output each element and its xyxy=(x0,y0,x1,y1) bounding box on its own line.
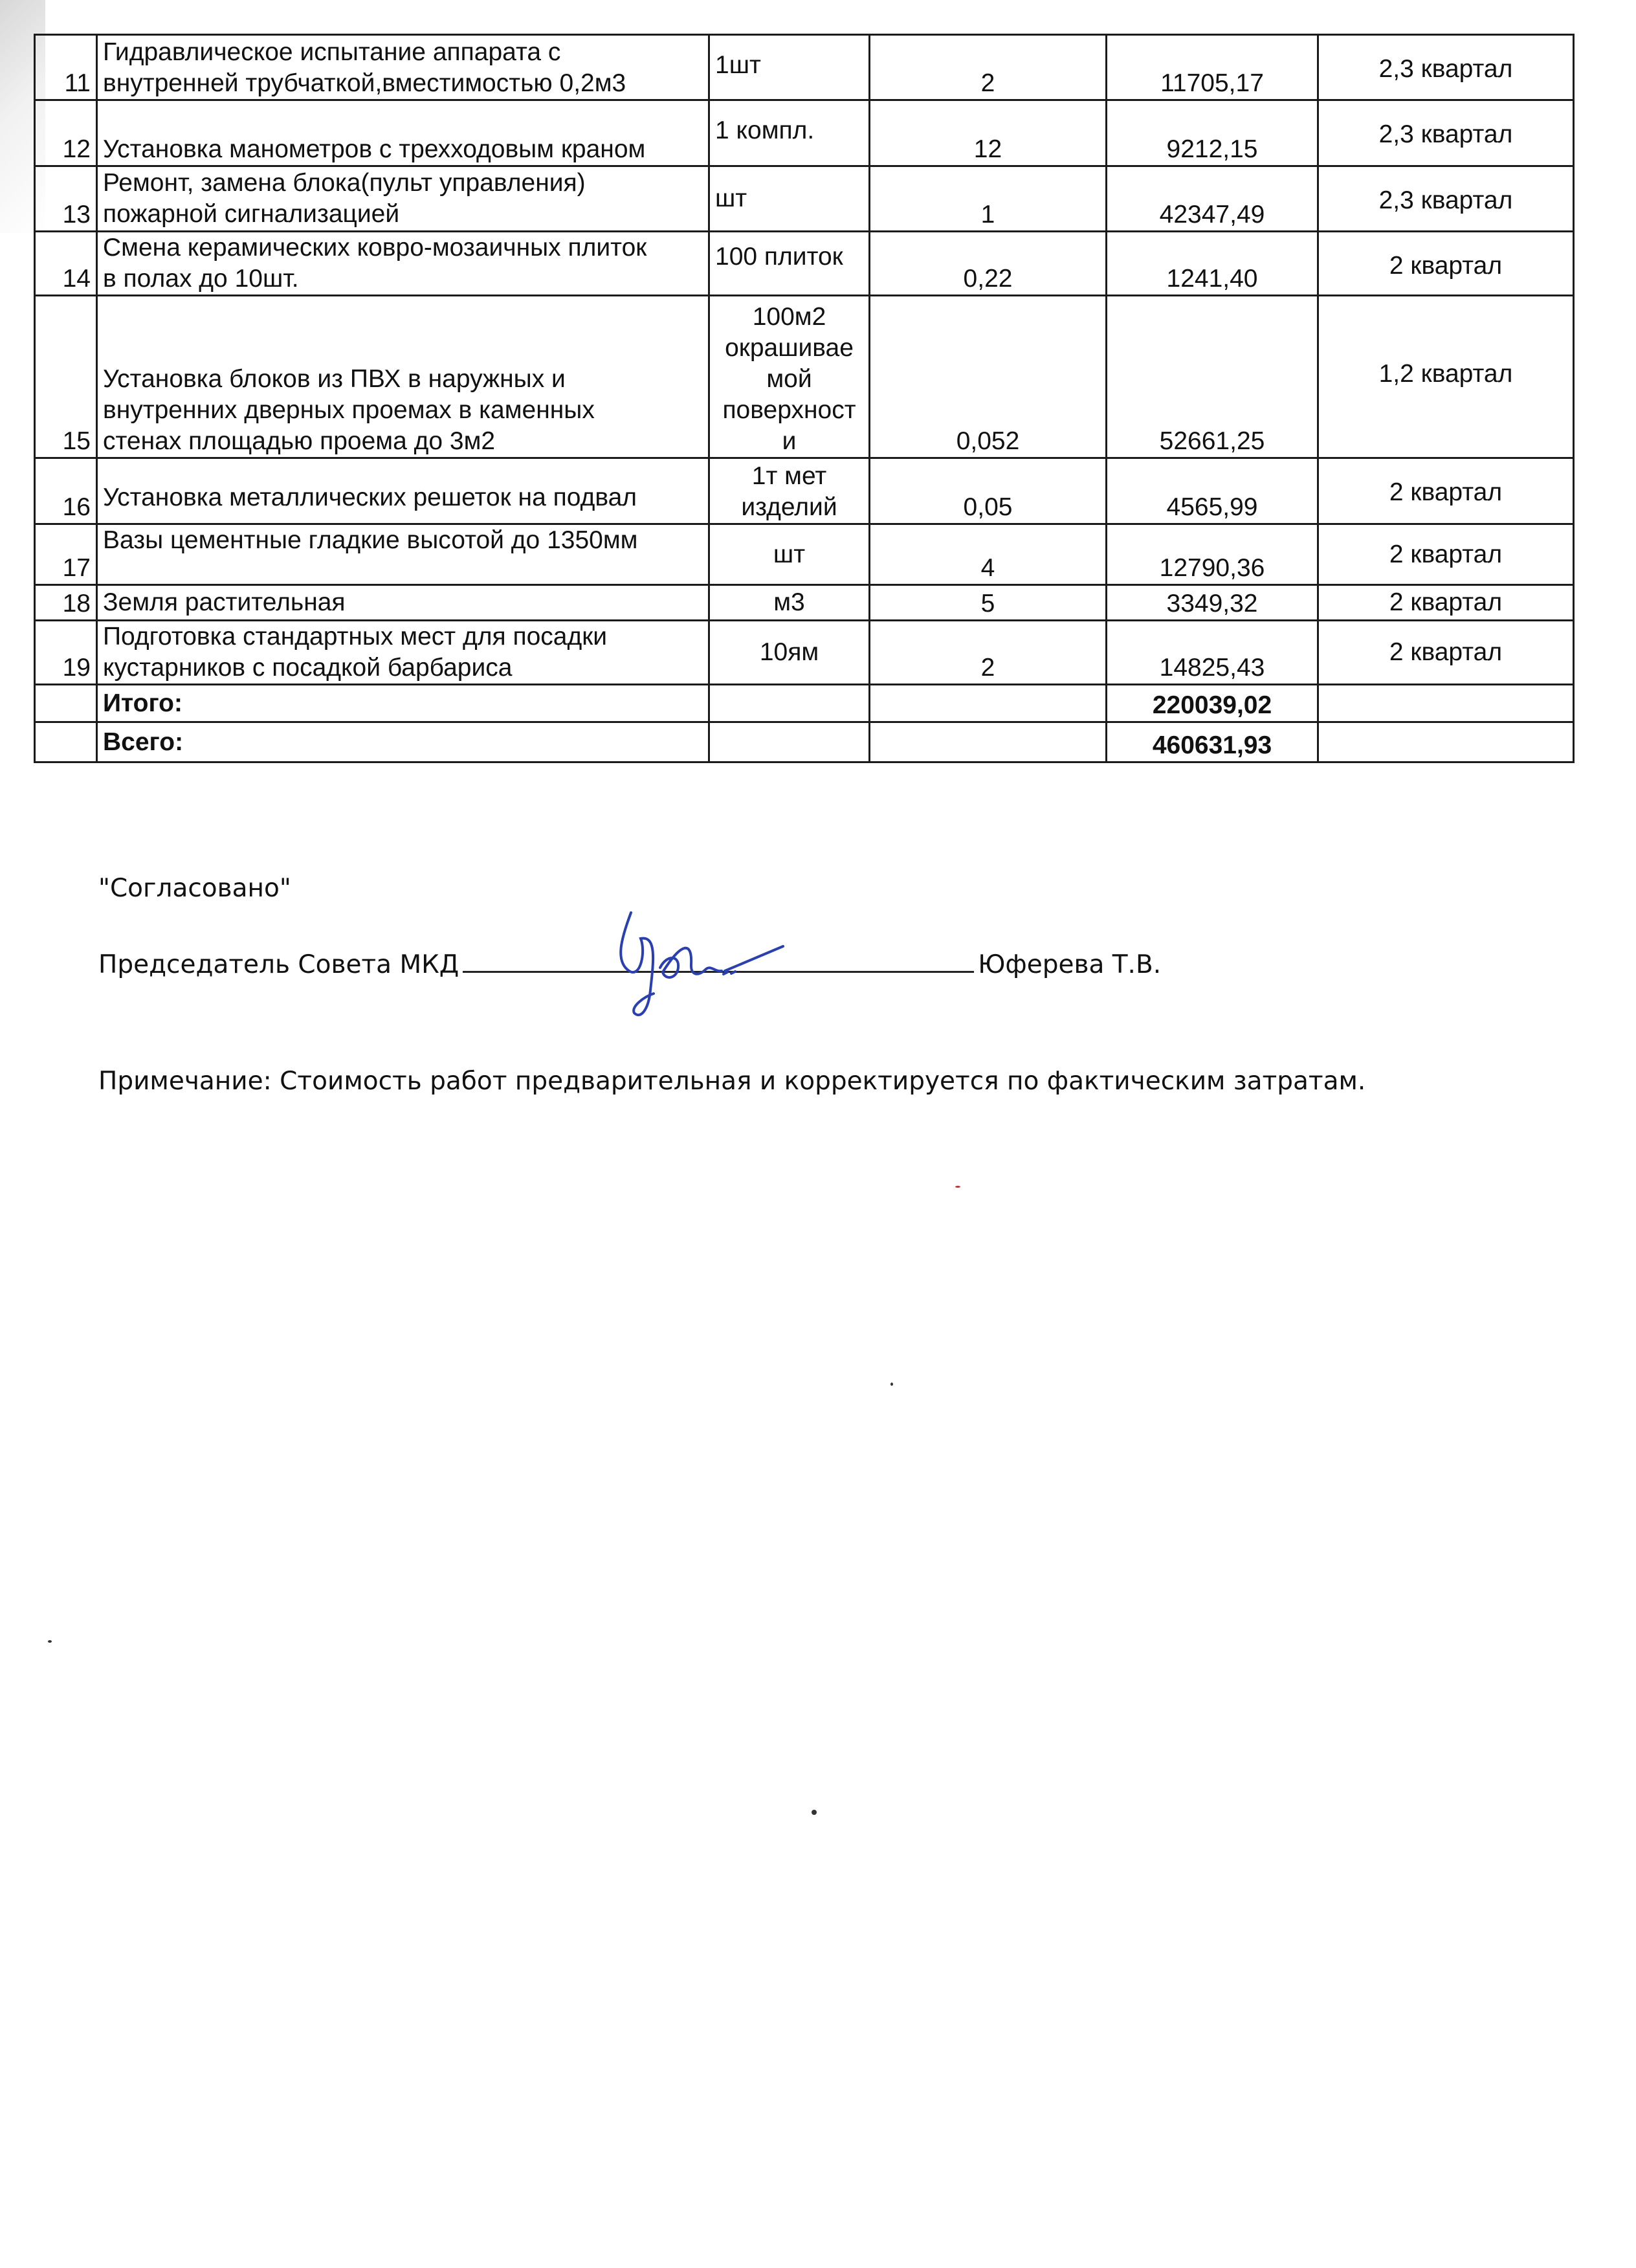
table-row xyxy=(35,35,1574,100)
work-period: 2 квартал xyxy=(1318,458,1574,524)
row-number: 14 xyxy=(35,232,97,296)
total-row xyxy=(35,722,1574,762)
work-cost: 12790,36 xyxy=(1107,524,1318,585)
work-unit: шт xyxy=(709,166,870,232)
work-period: 2,3 квартал xyxy=(1318,35,1574,100)
work-unit: 100м2 окрашивае мой поверхност и xyxy=(709,296,870,458)
work-cost: 52661,25 xyxy=(1107,296,1318,458)
row-number: 15 xyxy=(35,296,97,458)
work-name: Гидравлическое испытание аппарата с внутренней трубчаткой,вместимостью 0,2м3 xyxy=(97,35,709,100)
work-cost: 3349,32 xyxy=(1107,585,1318,621)
row-number: 13 xyxy=(35,166,97,232)
work-period: 2 квартал xyxy=(1318,621,1574,685)
note-text: Примечание: Стоимость работ предварительная и корректируется по фактическим затратам. xyxy=(98,1067,1366,1096)
scan-speck xyxy=(48,1640,52,1643)
work-name: Ремонт, замена блока(пульт управления) пожарной сигнализацией xyxy=(97,166,709,232)
table-row xyxy=(35,585,1574,621)
scan-speck xyxy=(812,1810,817,1815)
chair-label: Председатель Совета МКД xyxy=(98,950,459,979)
work-name: Смена керамических ковро-мозаичных плиток в полах до 10шт. xyxy=(97,232,709,296)
work-quantity: 0,05 xyxy=(870,458,1107,524)
subtotal-value: 220039,02 xyxy=(1107,685,1318,722)
row-number: 18 xyxy=(35,585,97,621)
work-cost: 42347,49 xyxy=(1107,166,1318,232)
work-cost: 4565,99 xyxy=(1107,458,1318,524)
table-row xyxy=(35,296,1574,458)
work-unit: 10ям xyxy=(709,621,870,685)
work-unit: 1шт xyxy=(709,35,870,100)
work-quantity: 2 xyxy=(870,35,1107,100)
table-row xyxy=(35,232,1574,296)
work-name: Установка манометров с трехходовым краном xyxy=(97,100,709,166)
scan-speck xyxy=(890,1383,893,1386)
approval-heading: "Согласовано" xyxy=(98,874,291,903)
chair-name: Юферева Т.В. xyxy=(978,950,1162,979)
work-name: Вазы цементные гладкие высотой до 1350мм xyxy=(97,524,709,585)
work-cost: 1241,40 xyxy=(1107,232,1318,296)
work-quantity: 5 xyxy=(870,585,1107,621)
work-name: Земля растительная xyxy=(97,585,709,621)
work-quantity: 4 xyxy=(870,524,1107,585)
total-value: 460631,93 xyxy=(1107,722,1318,762)
row-number: 12 xyxy=(35,100,97,166)
work-unit: 1т мет изделий xyxy=(709,458,870,524)
row-number: 16 xyxy=(35,458,97,524)
handwritten-signature xyxy=(595,900,790,1029)
work-quantity: 0,22 xyxy=(870,232,1107,296)
scan-speck xyxy=(955,1186,960,1188)
subtotal-row xyxy=(35,685,1574,722)
work-period: 2 квартал xyxy=(1318,524,1574,585)
work-cost: 11705,17 xyxy=(1107,35,1318,100)
row-number: 11 xyxy=(35,35,97,100)
work-quantity: 12 xyxy=(870,100,1107,166)
work-unit: м3 xyxy=(709,585,870,621)
row-number: 19 xyxy=(35,621,97,685)
work-period: 2 квартал xyxy=(1318,232,1574,296)
work-period: 2 квартал xyxy=(1318,585,1574,621)
work-quantity: 2 xyxy=(870,621,1107,685)
total-label: Всего: xyxy=(97,722,709,762)
table-row xyxy=(35,166,1574,232)
work-unit: шт xyxy=(709,524,870,585)
work-period: 1,2 квартал xyxy=(1318,296,1574,458)
table-row xyxy=(35,458,1574,524)
table-row xyxy=(35,524,1574,585)
table-row xyxy=(35,621,1574,685)
work-period: 2,3 квартал xyxy=(1318,100,1574,166)
work-unit: 1 компл. xyxy=(709,100,870,166)
work-name: Установка блоков из ПВХ в наружных и внутренних дверных проемах в каменных стенах площадью проема до 3м2 xyxy=(97,296,709,458)
work-cost: 14825,43 xyxy=(1107,621,1318,685)
works-table xyxy=(34,34,1575,763)
work-period: 2,3 квартал xyxy=(1318,166,1574,232)
work-name: Установка металлических решеток на подвал xyxy=(97,458,709,524)
work-name: Подготовка стандартных мест для посадки кустарников с посадкой барбариса xyxy=(97,621,709,685)
work-unit: 100 плиток xyxy=(709,232,870,296)
work-cost: 9212,15 xyxy=(1107,100,1318,166)
table-row xyxy=(35,100,1574,166)
work-quantity: 0,052 xyxy=(870,296,1107,458)
work-quantity: 1 xyxy=(870,166,1107,232)
subtotal-label: Итого: xyxy=(97,685,709,722)
row-number: 17 xyxy=(35,524,97,585)
